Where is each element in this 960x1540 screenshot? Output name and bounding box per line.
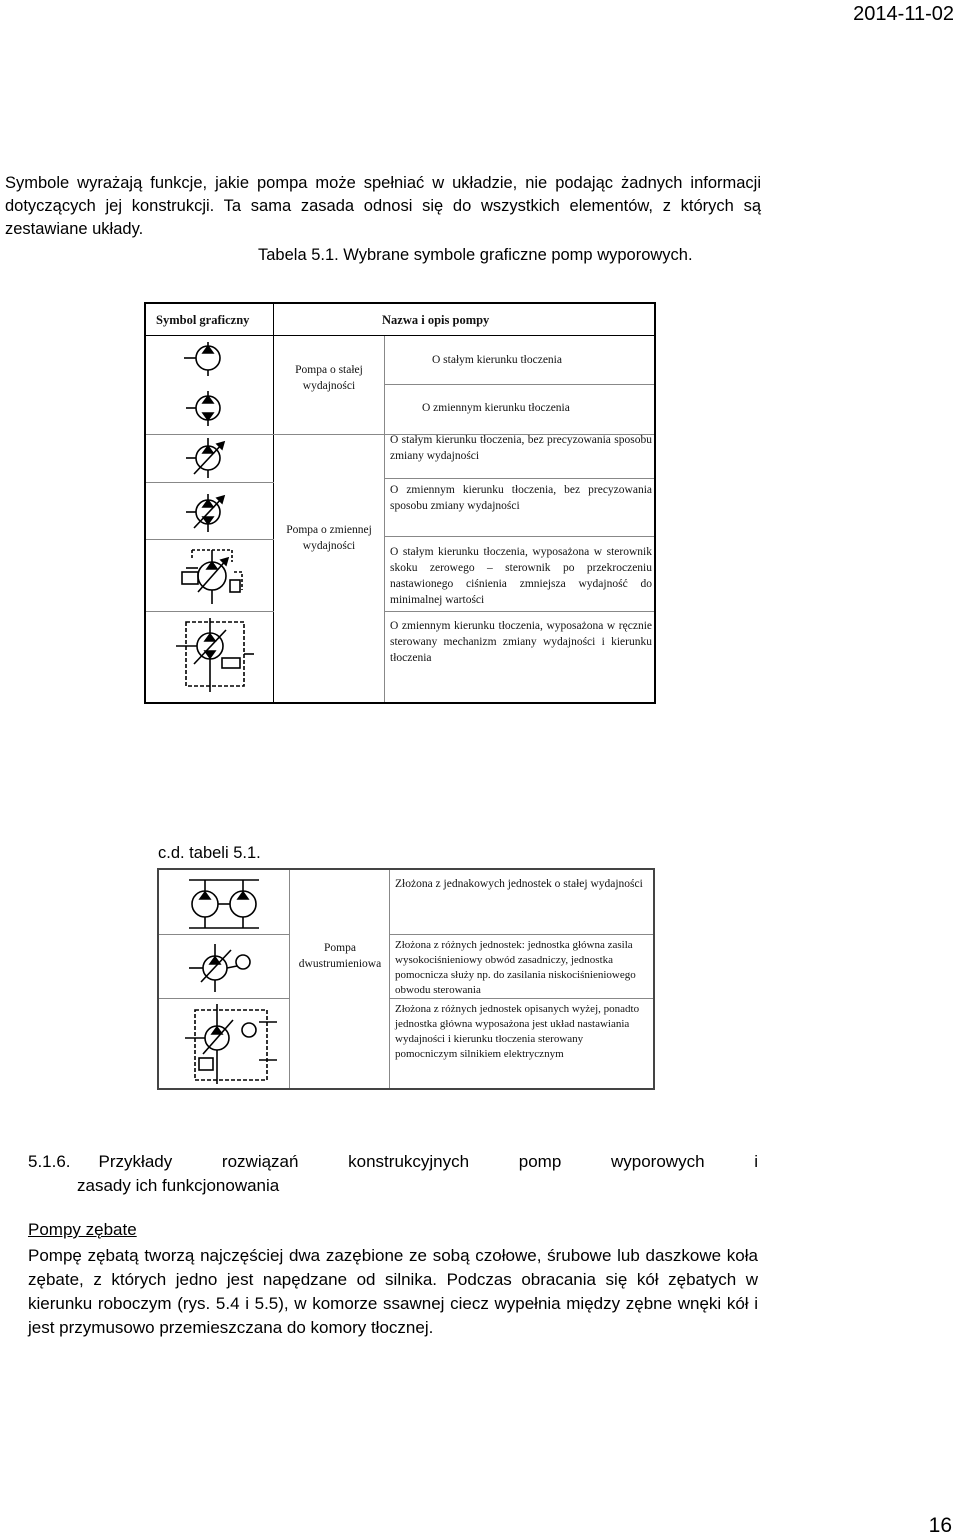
group-variable-label: Pompa o zmiennej wydajności bbox=[286, 524, 372, 552]
section-title-line1: Przykłady rozwiązań konstrukcyjnych pomp wyporowych i bbox=[98, 1152, 758, 1171]
pump-symbols-table bbox=[144, 302, 656, 704]
row-desc-5: O stałym kierunku tłoczenia, wyposażona w sterownik skoku zerowego – sterownik po przekroczeniu nastawionego ciśnienia zmniejsza wydajność do minimalnej wartości bbox=[390, 546, 652, 606]
section-title-line2: zasady ich funkcjonowania bbox=[77, 1176, 280, 1195]
dual-row-desc-1: Złożona z jednakowych jednostek o stałej wydajności bbox=[395, 878, 643, 890]
row-desc-1: O stałym kierunku tłoczenia bbox=[432, 354, 562, 366]
table-caption: Tabela 5.1. Wybrane symbole graficzne pomp wyporowych. bbox=[258, 246, 693, 264]
group-fixed-label: Pompa o stałej wydajności bbox=[295, 364, 363, 392]
dual-motor-controlled-pump-icon bbox=[185, 1004, 277, 1084]
dual-row-desc-2: Złożona z różnych jednostek: jednostka główna zasila wysokociśnieniowy obwód zasadniczy, jednostka pomocnicza służy np. do zasilania niskociśnieniowego obwodu sterowania bbox=[395, 939, 636, 996]
gear-pumps-paragraph: Pompę zębatą tworzą najczęściej dwa zazębione ze sobą czołowe, śrubowe lub daszkowe koła zębate, z których jedno jest napędzane od silnika. Podczas obracania się kół zębatych w kierunku roboczym (rys. 5.4 i 5.5), w komorze ssawnej ciecz wypełnia między zębne wnęki kół i jest przymusowo przemieszczana do komory tłocznej. bbox=[28, 1246, 758, 1337]
page-number: 16 bbox=[928, 1514, 952, 1537]
variable-pump-icon bbox=[186, 438, 224, 478]
dual-mixed-pump-icon bbox=[189, 944, 250, 992]
variable-reversible-pump-icon bbox=[186, 494, 224, 532]
fixed-reversible-pump-icon bbox=[186, 391, 220, 426]
section-number: 5.1.6. bbox=[28, 1152, 71, 1171]
col-header-symbol: Symbol graficzny bbox=[156, 313, 250, 327]
intro-paragraph: Symbole wyrażają funkcje, jakie pompa może spełniać w układzie, nie podając żadnych informacji dotyczących jej konstrukcji. Ta sama zasada odnosi się do wszystkich elementów, z których są zestawiane układy. bbox=[5, 174, 761, 238]
page-date: 2014-11-02 bbox=[853, 3, 954, 25]
compensated-pump-icon bbox=[182, 550, 242, 604]
pump-symbols-graphic bbox=[146, 336, 274, 702]
row-desc-6: O zmiennym kierunku tłoczenia, wyposażona w ręcznie sterowany mechanizm zmiany wydajności i kierunku tłoczenia bbox=[390, 620, 652, 664]
dual-pump-label: Pompa dwustrumieniowa bbox=[298, 942, 382, 970]
section-heading bbox=[28, 1150, 758, 1198]
subheading-gear-pumps: Pompy zębate bbox=[28, 1220, 137, 1239]
col-header-name: Nazwa i opis pompy bbox=[382, 313, 490, 327]
manual-control-pump-icon bbox=[176, 618, 254, 692]
dual-pump-symbols-graphic bbox=[159, 870, 289, 1088]
dual-fixed-pump-icon bbox=[189, 880, 259, 928]
row-desc-3: O stałym kierunku tłoczenia, bez precyzowania sposobu zmiany wydajności bbox=[390, 434, 652, 462]
table-continuation-caption: c.d. tabeli 5.1. bbox=[158, 844, 261, 862]
dual-pump-table bbox=[157, 868, 655, 1090]
fixed-pump-icon bbox=[184, 342, 220, 376]
intro-text bbox=[5, 172, 761, 241]
dual-row-desc-3: Złożona z różnych jednostek opisanych wyżej, ponadto jednostka główna wyposażona jest układ nastawiania wydajności i kierunku tłoczenia sterowany pomocniczym silnikiem elektrycznym bbox=[395, 1003, 640, 1060]
row-desc-4: O zmiennym kierunku tłoczenia, bez precyzowania sposobu zmiany wydajności bbox=[390, 484, 652, 512]
row-desc-2: O zmiennym kierunku tłoczenia bbox=[422, 402, 570, 414]
